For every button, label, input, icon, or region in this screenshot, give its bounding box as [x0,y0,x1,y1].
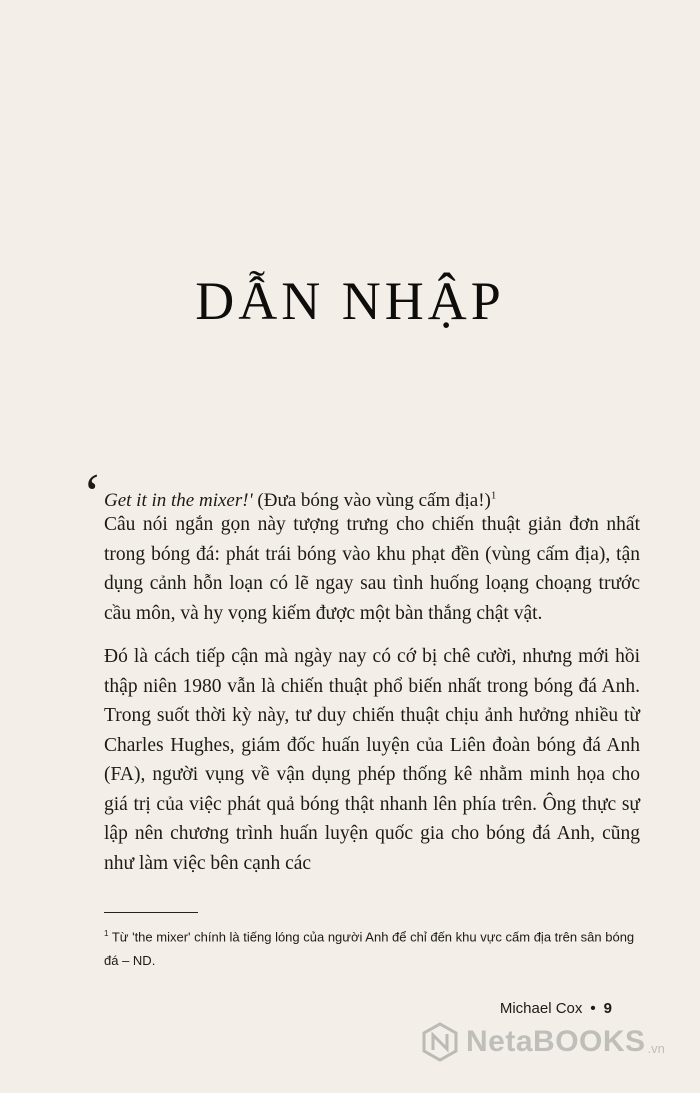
footnote-text: Từ 'the mixer' chính là tiếng lóng của người Anh để chỉ đến khu vực cấm địa trên sân bóng đá – ND. [104,929,635,969]
page-number: 9 [603,1000,612,1017]
paragraph-1: Câu nói ngắn gọn này tượng trưng cho chiến thuật giản đơn nhất trong bóng đá: phát trái bóng vào khu phạt đền (vùng cấm địa), tận dụng cảnh hỗn loạn có lẽ ngay sau tình huống loạng choạng trước cầu môn, và hy vọng kiếm được một bàn thắng chật vật. [104,514,640,624]
quote-text [104,490,496,511]
watermark [420,1022,665,1062]
body-text [104,510,640,892]
watermark-suffix: .vn [647,1041,665,1056]
footnote-number: 1 [104,929,109,938]
page-title: DẪN NHẬP [195,271,505,331]
paragraph-2: Đó là cách tiếp cận mà ngày nay có cớ bị chê cười, nhưng mới hồi thập niên 1980 vẫn là chiến thuật phổ biến nhất trong bóng đá Anh. Trong suốt thời kỳ này, tư duy chiến thuật chịu ảnh hưởng nhiều từ Charles Hughes, giám đốc huấn luyện của Liên đoàn bóng đá Anh (FA), người vụng về vận dụng phép thống kê nhằm minh họa cho giá trị của việc phát quả bóng thật nhanh lên phía trên. Ông thực sự lập nên chương trình huấn luyện quốc gia cho bóng đá Anh, cũng như làm việc bên cạnh các [104,646,640,874]
footnote-divider [104,912,198,913]
quote-translation: (Đưa bóng vào vùng cấm địa!) [252,490,491,512]
quote-mark-icon: ‘ [80,463,99,525]
quote-footnote-ref: 1 [490,490,497,502]
footer-separator: • [590,1000,596,1017]
watermark-brand: NetaBOOKS [466,1025,646,1058]
footer-author: Michael Cox [499,1000,583,1017]
footnote [104,922,640,973]
quote-english: Get it in the mixer!' [104,490,253,512]
running-footer [500,1000,612,1017]
brand-logo-icon [420,1022,460,1062]
